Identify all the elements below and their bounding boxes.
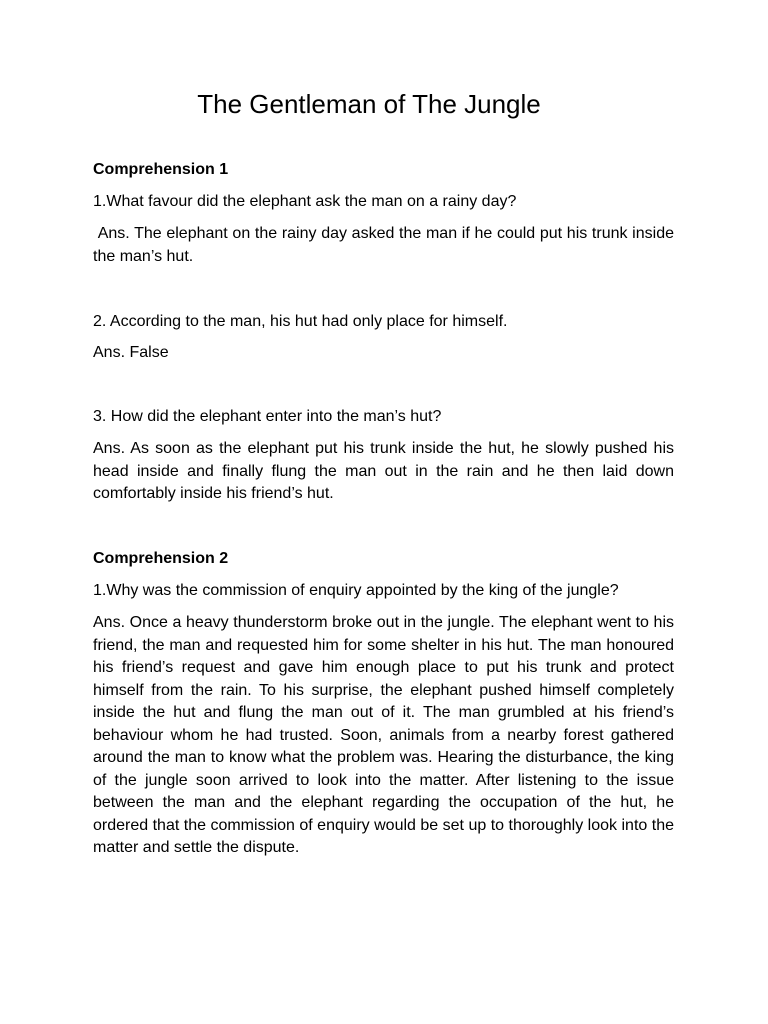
question-1-1: 1.What favour did the elephant ask the man on a rainy day? [93, 193, 517, 210]
question-2-1: 1.Why was the commission of enquiry appointed by the king of the jungle? [93, 582, 619, 599]
section-heading-comprehension-2: Comprehension 2 [93, 550, 229, 567]
answer-1-2: Ans. False [93, 344, 169, 361]
section-heading-comprehension-1: Comprehension 1 [93, 161, 229, 178]
question-1-2: 2. According to the man, his hut had only place for himself. [93, 313, 508, 330]
question-1-3: 3. How did the elephant enter into the man’s hut? [93, 408, 442, 425]
answer-1-1: Ans. The elephant on the rainy day asked the man if he could put his trunk inside the man’s hut. [93, 225, 679, 265]
answer-1-3: Ans. As soon as the elephant put his trunk inside the hut, he slowly pushed his head inside and finally flung the man out in the rain and he then laid down comfortably inside his friend’s hut. [93, 440, 674, 502]
document-title: The Gentleman of The Jungle [197, 89, 541, 119]
answer-2-1: Ans. Once a heavy thunderstorm broke out in the jungle. The elephant went to his friend, the man and requested him for some shelter in his hut. The man honoured his friend’s request and gave him enough place to put his trunk and protect himself from the rain. To his surprise, the elephant pushed himself completely inside the hut and flung the man out of it. The man grumbled at his friend’s behaviour whom he had trusted. Soon, animals from a nearby forest gathered around the man to know what the problem was. Hearing the disturbance, the king of the jungle soon arrived to look into the matter. After listening to the issue between the man and the elephant regarding the occupation of the hut, he ordered that the commission of enquiry would be set up to thoroughly look into the matter and settle the dispute. [93, 614, 674, 856]
